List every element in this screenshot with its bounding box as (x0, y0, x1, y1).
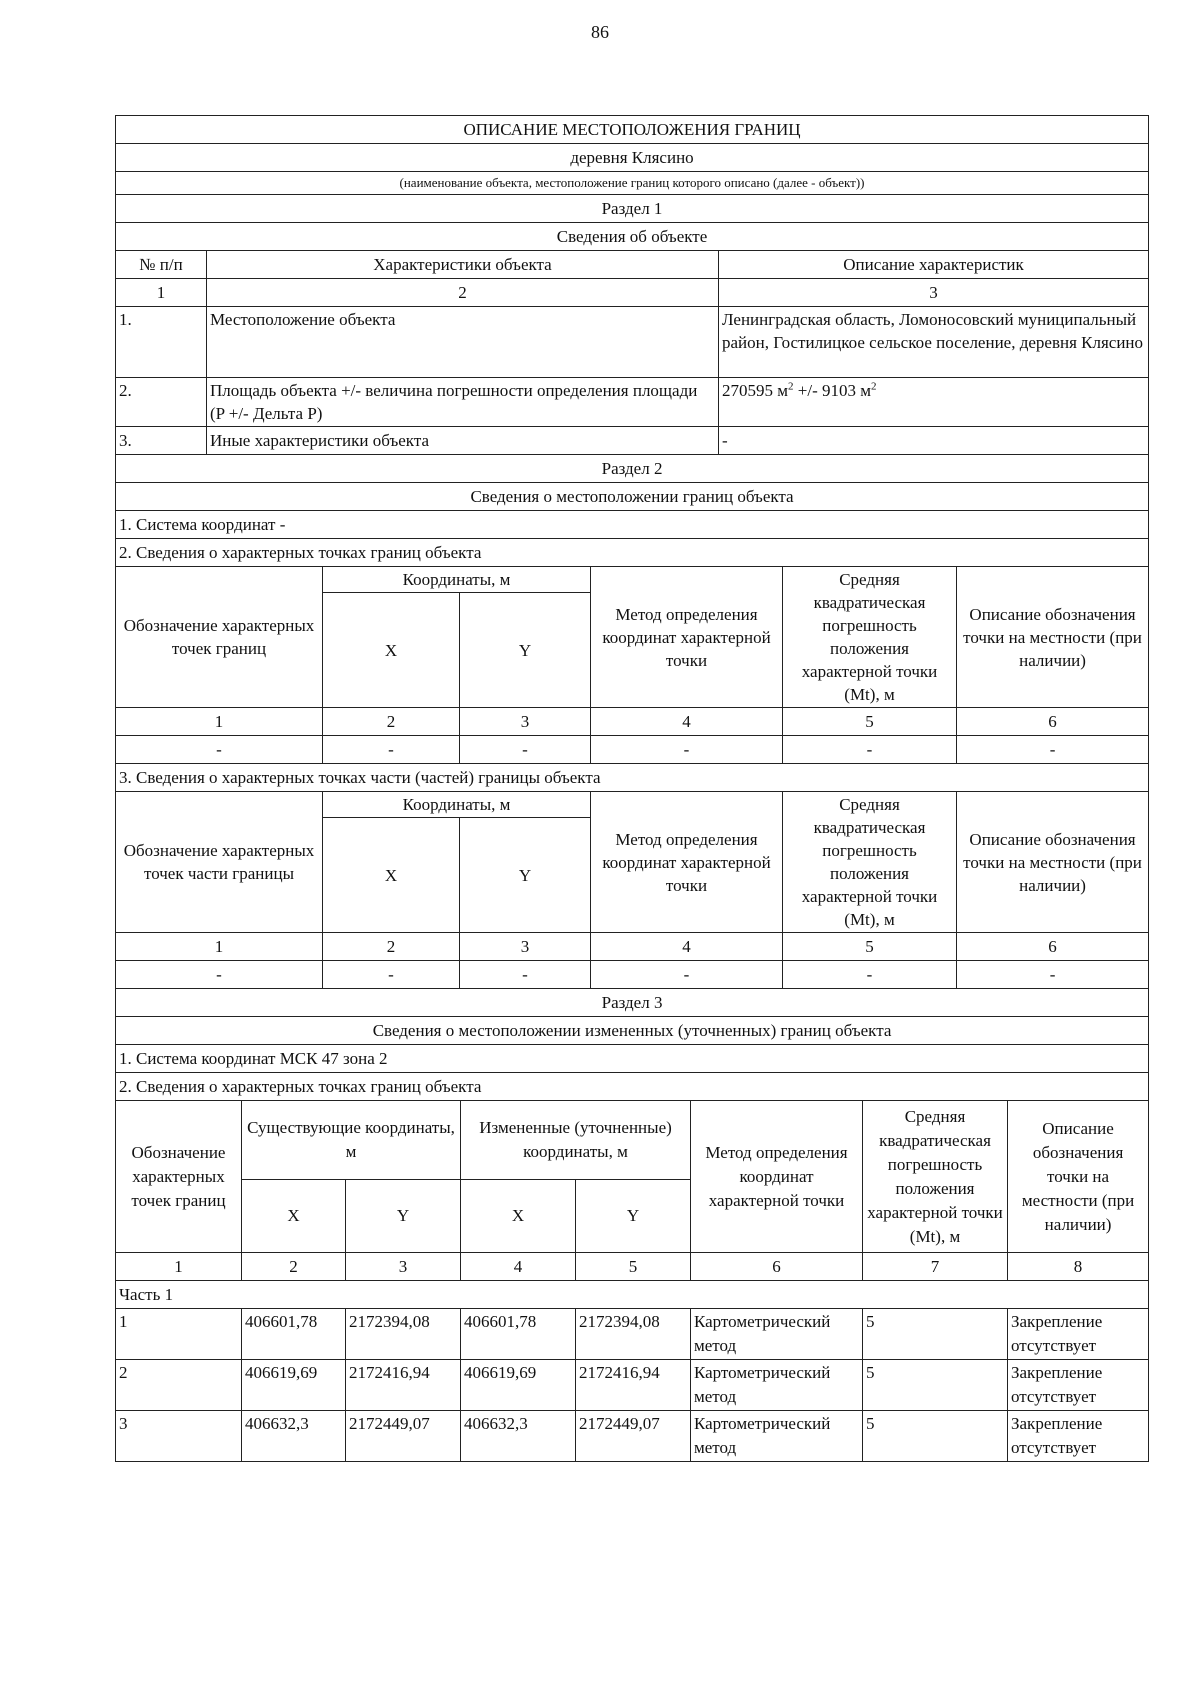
object-caption: (наименование объекта, местоположение границ которого описано (далее - объект)) (116, 172, 1149, 195)
table-cell: - (460, 736, 591, 764)
column-header: Средняя квадратическая погрешность положения характерной точки (Mt), м (783, 567, 957, 708)
document-title: ОПИСАНИЕ МЕСТОПОЛОЖЕНИЯ ГРАНИЦ (116, 116, 1149, 144)
column-header: Описание обозначения точки на местности (при наличии) (1008, 1101, 1149, 1253)
column-header: Средняя квадратическая погрешность положения характерной точки (Mt), м (783, 792, 957, 933)
object-name: деревня Клясино (116, 144, 1149, 172)
y-existing: 2172416,94 (346, 1360, 461, 1411)
method: Картометрический метод (691, 1360, 863, 1411)
changed-coordinates-header: Измененные (уточненные) координаты, м (461, 1101, 691, 1180)
x-existing: 406632,3 (242, 1411, 346, 1462)
row-number: 2. (116, 378, 207, 427)
section3-subtitle: Сведения о местоположении измененных (уточненных) границ объекта (116, 1017, 1149, 1045)
y-header: Y (576, 1180, 691, 1253)
table-cell: - (957, 736, 1149, 764)
table-cell: - (323, 736, 460, 764)
area-error-value: +/- 9103 м (793, 381, 871, 400)
table-cell: - (591, 961, 783, 989)
x-existing: 406619,69 (242, 1360, 346, 1411)
coordinates-header: Координаты, м (323, 567, 591, 593)
section1-table (115, 115, 1149, 455)
column-header: Описание обозначения точки на местности (при наличии) (957, 792, 1149, 933)
y-existing: 2172394,08 (346, 1309, 461, 1360)
column-number: 3 (460, 708, 591, 736)
column-number: 6 (957, 933, 1149, 961)
column-number: 4 (591, 708, 783, 736)
table-cell: - (116, 736, 323, 764)
mt-value: 5 (863, 1360, 1008, 1411)
column-number: 2 (207, 279, 719, 307)
boundary-description-document (115, 115, 1148, 1462)
column-number: 6 (691, 1253, 863, 1281)
points-title: 2. Сведения о характерных точках границ объекта (116, 1073, 1149, 1101)
table-row (116, 378, 1149, 427)
section3-table (115, 988, 1149, 1462)
row-number: 3. (116, 427, 207, 455)
column-number: 6 (957, 708, 1149, 736)
column-number: 1 (116, 1253, 242, 1281)
section2-subtitle: Сведения о местоположении границ объекта (116, 483, 1149, 511)
column-number: 1 (116, 279, 207, 307)
column-header: Описание характеристик (719, 251, 1149, 279)
table-cell: - (116, 961, 323, 989)
table-row (116, 427, 1149, 455)
column-number: 1 (116, 708, 323, 736)
table-row (116, 307, 1149, 378)
parts-title: 3. Сведения о характерных точках части (частей) границы объекта (116, 764, 1149, 792)
x-header: X (461, 1180, 576, 1253)
coordinate-system: 1. Система координат - (116, 511, 1149, 539)
column-header: Обозначение характерных точек границ (116, 1101, 242, 1253)
table-cell: - (460, 961, 591, 989)
x-changed: 406601,78 (461, 1309, 576, 1360)
column-header: Обозначение характерных точек части границы (116, 792, 323, 933)
area-unit-exponent: 2 (788, 380, 794, 393)
table-cell: - (957, 961, 1149, 989)
table-row (116, 961, 1149, 989)
column-header: Обозначение характерных точек границ (116, 567, 323, 708)
point-description: Закрепление отсутствует (1008, 1309, 1149, 1360)
section1-title: Раздел 1 (116, 195, 1149, 223)
table-row (116, 736, 1149, 764)
column-number: 3 (719, 279, 1149, 307)
column-number: 1 (116, 933, 323, 961)
x-header: X (242, 1180, 346, 1253)
characteristic-value: Ленинградская область, Ломоносовский муниципальный район, Гостилицкое сельское поселение, деревня Клясино (719, 307, 1149, 378)
column-header: Метод определения координат характерной точки (691, 1101, 863, 1253)
coordinate-system: 1. Система координат МСК 47 зона 2 (116, 1045, 1149, 1073)
coordinates-header: Координаты, м (323, 792, 591, 818)
section3-title: Раздел 3 (116, 989, 1149, 1017)
table-row (116, 1411, 1149, 1462)
table-cell: - (783, 736, 957, 764)
column-header: Описание обозначения точки на местности (при наличии) (957, 567, 1149, 708)
part-label: Часть 1 (116, 1281, 1149, 1309)
column-header: Средняя квадратическая погрешность положения характерной точки (Mt), м (863, 1101, 1008, 1253)
existing-coordinates-header: Существующие координаты, м (242, 1101, 461, 1180)
y-changed: 2172394,08 (576, 1309, 691, 1360)
column-number: 5 (783, 708, 957, 736)
characteristic-name: Площадь объекта +/- величина погрешности определения площади (P +/- Дельта P) (207, 378, 719, 427)
table-row (116, 1309, 1149, 1360)
row-number: 1. (116, 307, 207, 378)
table-cell: - (591, 736, 783, 764)
section2-title: Раздел 2 (116, 455, 1149, 483)
table-cell: - (783, 961, 957, 989)
column-number: 5 (783, 933, 957, 961)
method: Картометрический метод (691, 1411, 863, 1462)
y-header: Y (460, 818, 591, 933)
section2-table (115, 454, 1149, 989)
x-changed: 406632,3 (461, 1411, 576, 1462)
point-label: 3 (116, 1411, 242, 1462)
characteristic-value (719, 378, 1149, 427)
table-row (116, 1360, 1149, 1411)
point-description: Закрепление отсутствует (1008, 1360, 1149, 1411)
y-changed: 2172449,07 (576, 1411, 691, 1462)
column-number: 3 (460, 933, 591, 961)
x-header: X (323, 593, 460, 708)
method: Картометрический метод (691, 1309, 863, 1360)
area-value: 270595 м (722, 381, 789, 400)
column-number: 4 (461, 1253, 576, 1281)
column-header: № п/п (116, 251, 207, 279)
section1-subtitle: Сведения об объекте (116, 223, 1149, 251)
column-number: 2 (323, 708, 460, 736)
point-label: 1 (116, 1309, 242, 1360)
points-title: 2. Сведения о характерных точках границ объекта (116, 539, 1149, 567)
column-header: Характеристики объекта (207, 251, 719, 279)
column-number: 2 (242, 1253, 346, 1281)
column-number: 5 (576, 1253, 691, 1281)
characteristic-name: Иные характеристики объекта (207, 427, 719, 455)
x-header: X (323, 818, 460, 933)
x-changed: 406619,69 (461, 1360, 576, 1411)
y-header: Y (460, 593, 591, 708)
column-number: 8 (1008, 1253, 1149, 1281)
column-header: Метод определения координат характерной точки (591, 792, 783, 933)
column-number: 3 (346, 1253, 461, 1281)
y-existing: 2172449,07 (346, 1411, 461, 1462)
characteristic-name: Местоположение объекта (207, 307, 719, 378)
column-number: 4 (591, 933, 783, 961)
y-changed: 2172416,94 (576, 1360, 691, 1411)
column-header: Метод определения координат характерной точки (591, 567, 783, 708)
x-existing: 406601,78 (242, 1309, 346, 1360)
characteristic-value: - (719, 427, 1149, 455)
point-description: Закрепление отсутствует (1008, 1411, 1149, 1462)
page-number: 86 (591, 22, 609, 42)
point-label: 2 (116, 1360, 242, 1411)
table-cell: - (323, 961, 460, 989)
column-number: 2 (323, 933, 460, 961)
y-header: Y (346, 1180, 461, 1253)
column-number: 7 (863, 1253, 1008, 1281)
mt-value: 5 (863, 1411, 1008, 1462)
area-error-unit-exponent: 2 (871, 380, 877, 393)
mt-value: 5 (863, 1309, 1008, 1360)
